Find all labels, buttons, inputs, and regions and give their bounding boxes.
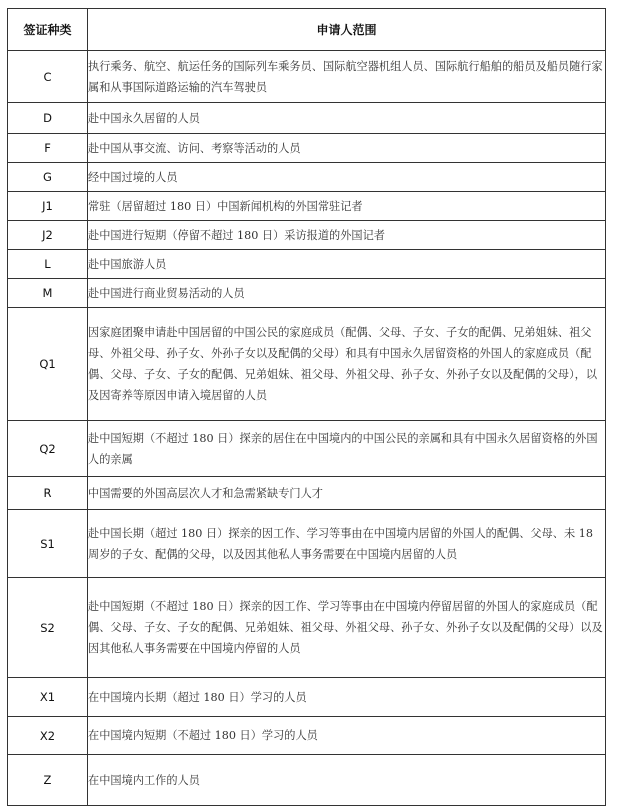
applicant-scope: 常驻（居留超过 180 日）中国新闻机构的外国常驻记者 [88, 192, 606, 221]
visa-code: L [8, 250, 88, 279]
visa-code: R [8, 477, 88, 510]
table-row [8, 678, 606, 717]
applicant-scope: 因家庭团聚申请赴中国居留的中国公民的家庭成员（配偶、父母、子女、子女的配偶、兄弟姐妹、祖父母、外祖父母、孙子女、外孙子女以及配偶的父母）和具有中国永久居留资格的外国人的家庭成员（配偶、父母、子女、子女的配偶、兄弟姐妹、祖父母、外祖父母、孙子女、外孙子女以及配偶的父母），以及因寄养等原因申请入境居留的人员 [88, 308, 606, 421]
header-applicant-scope: 申请人范围 [88, 9, 606, 51]
table-row [8, 421, 606, 477]
visa-code: Q2 [8, 421, 88, 477]
visa-code: J2 [8, 221, 88, 250]
table-row [8, 578, 606, 678]
visa-code: X1 [8, 678, 88, 717]
visa-code: F [8, 134, 88, 163]
visa-code: M [8, 279, 88, 308]
visa-code: Q1 [8, 308, 88, 421]
applicant-scope: 赴中国短期（不超过 180 日）探亲的居住在中国境内的中国公民的亲属和具有中国永久居留资格的外国人的亲属 [88, 421, 606, 477]
applicant-scope: 赴中国进行商业贸易活动的人员 [88, 279, 606, 308]
table-row [8, 192, 606, 221]
table-row [8, 51, 606, 103]
visa-code: J1 [8, 192, 88, 221]
applicant-scope: 经中国过境的人员 [88, 163, 606, 192]
applicant-scope: 中国需要的外国高层次人才和急需紧缺专门人才 [88, 477, 606, 510]
visa-types-table [7, 8, 606, 806]
applicant-scope: 赴中国永久居留的人员 [88, 103, 606, 134]
table-row [8, 163, 606, 192]
header-visa-type: 签证种类 [8, 9, 88, 51]
applicant-scope: 执行乘务、航空、航运任务的国际列车乘务员、国际航空器机组人员、国际航行船舶的船员及船员随行家属和从事国际道路运输的汽车驾驶员 [88, 51, 606, 103]
applicant-scope: 在中国境内工作的人员 [88, 755, 606, 806]
applicant-scope: 赴中国旅游人员 [88, 250, 606, 279]
table-row [8, 134, 606, 163]
table-row [8, 103, 606, 134]
table-row [8, 250, 606, 279]
visa-code: S1 [8, 510, 88, 578]
visa-code: D [8, 103, 88, 134]
visa-code: S2 [8, 578, 88, 678]
applicant-scope: 赴中国从事交流、访问、考察等活动的人员 [88, 134, 606, 163]
visa-code: Z [8, 755, 88, 806]
table-row [8, 755, 606, 806]
table-row [8, 221, 606, 250]
table-row [8, 717, 606, 755]
visa-code: C [8, 51, 88, 103]
applicant-scope: 赴中国短期（不超过 180 日）探亲的因工作、学习等事由在中国境内停留居留的外国人的家庭成员（配偶、父母、子女、子女的配偶、兄弟姐妹、祖父母、外祖父母、孙子女、外孙子女以及配偶的父母）以及因其他私人事务需要在中国境内停留的人员 [88, 578, 606, 678]
applicant-scope: 在中国境内长期（超过 180 日）学习的人员 [88, 678, 606, 717]
table-row [8, 477, 606, 510]
table-row [8, 510, 606, 578]
table-row [8, 308, 606, 421]
table-row [8, 279, 606, 308]
visa-code: X2 [8, 717, 88, 755]
visa-code: G [8, 163, 88, 192]
applicant-scope: 赴中国进行短期（停留不超过 180 日）采访报道的外国记者 [88, 221, 606, 250]
applicant-scope: 赴中国长期（超过 180 日）探亲的因工作、学习等事由在中国境内居留的外国人的配偶、父母、未 18 周岁的子女、配偶的父母，以及因其他私人事务需要在中国境内居留的人员 [88, 510, 606, 578]
applicant-scope: 在中国境内短期（不超过 180 日）学习的人员 [88, 717, 606, 755]
header-row [8, 9, 606, 51]
